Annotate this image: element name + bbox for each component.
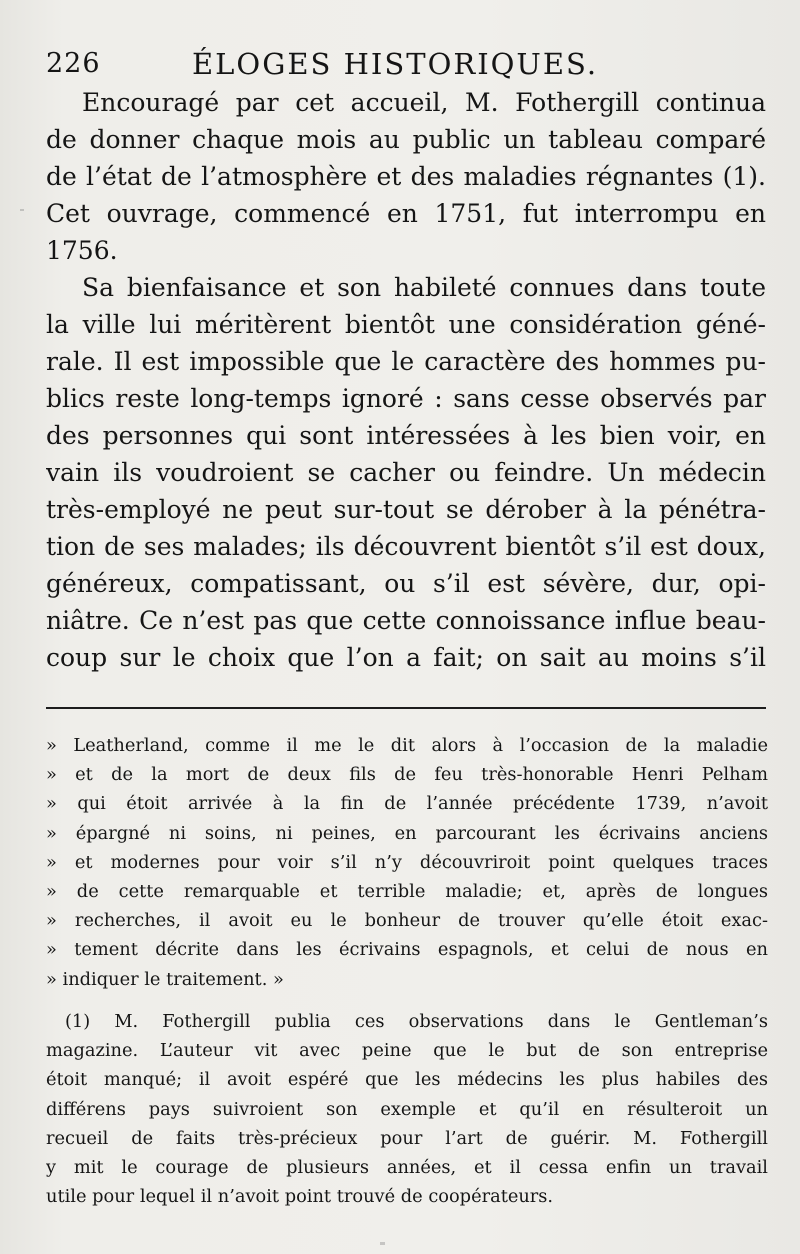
text-line: 1756. (46, 236, 118, 265)
footnote-line: » Leatherland, comme il me le dit alors à l’occasion de la maladie (46, 735, 768, 756)
footnote-rule (46, 707, 766, 709)
running-title: ÉLOGES HISTORIQUES. (192, 47, 599, 81)
numbered-footnote (46, 1007, 768, 1211)
footnote-line: recueil de faits très-précieux pour l’art de guérir. M. Fothergill (46, 1127, 768, 1149)
text-line: niâtre. Ce n’est pas que cette connoissance influe beau- (46, 606, 766, 635)
text-line: de l’état de l’atmosphère et des maladies régnantes (1). (46, 162, 766, 191)
text-line: coup sur le choix que l’on a fait; on sait au moins s’il (46, 643, 766, 672)
footnote-line: magazine. L’auteur vit avec peine que le but de son entreprise (46, 1040, 768, 1062)
footnote-line: » et modernes pour voir s’il n’y découvriroit point quelques traces (46, 851, 768, 873)
text-line: généreux, compatissant, ou s’il est sévère, dur, opi- (46, 569, 766, 598)
scan-speck (380, 1242, 385, 1245)
text-line: rale. Il est impossible que le caractère des hommes pu- (46, 347, 766, 376)
text-line: blics reste long-temps ignoré : sans cesse observés par (46, 384, 766, 413)
text-line: Sa bienfaisance et son habileté connues dans toute (82, 273, 766, 302)
text-line: Cet ouvrage, commencé en 1751, fut interrompu en (46, 199, 766, 228)
footnote-line: » indiquer le traitement. » (46, 968, 284, 990)
page-header (46, 44, 766, 84)
footnote-line: (1) M. Fothergill publia ces observations dans le Gentleman’s (65, 1011, 768, 1032)
footnote-line: » de cette remarquable et terrible maladie; et, après de longues (46, 880, 768, 902)
footnote-line: » tement décrite dans les écrivains espagnols, et celui de nous en (46, 939, 768, 961)
text-line: la ville lui méritèrent bientôt une considération géné- (46, 310, 766, 339)
footnote-line: » qui étoit arrivée à la fin de l’année précédente 1739, n’avoit (46, 793, 768, 815)
footnote-line: utile pour lequel il n’avoit point trouvé de coopérateurs. (46, 1186, 554, 1208)
scan-speck (20, 209, 24, 211)
footnote-line: » recherches, il avoit eu le bonheur de trouver qu’elle étoit exac- (46, 910, 768, 932)
text-line: vain ils voudroient se cacher ou feindre. Un médecin (46, 458, 766, 487)
footnote-line: » épargné ni soins, ni peines, en parcourant les écrivains anciens (46, 822, 768, 844)
footnote-line: étoit manqué; il avoit espéré que les médecins les plus habiles des (46, 1069, 768, 1091)
text-line: tion de ses malades; ils découvrent bientôt s’il est doux, (46, 532, 766, 561)
text-line: de donner chaque mois au public un tableau comparé (46, 125, 766, 154)
footnote-line: y mit le courage de plusieurs années, et il cessa enfin un travail (46, 1156, 768, 1178)
text-line: Encouragé par cet accueil, M. Fothergill continua (82, 88, 766, 117)
main-text (46, 84, 766, 676)
footnote-line: différens pays suivroient son exemple et qu’il en résulteroit un (46, 1098, 768, 1120)
quoted-footnote (46, 731, 768, 994)
footnote-line: » et de la mort de deux fils de feu très-honorable Henri Pelham (46, 764, 768, 786)
page-number: 226 (46, 48, 101, 79)
text-line: des personnes qui sont intéressées à les bien voir, en (46, 421, 766, 450)
text-line: très-employé ne peut sur-tout se dérober à la pénétra- (46, 495, 766, 524)
